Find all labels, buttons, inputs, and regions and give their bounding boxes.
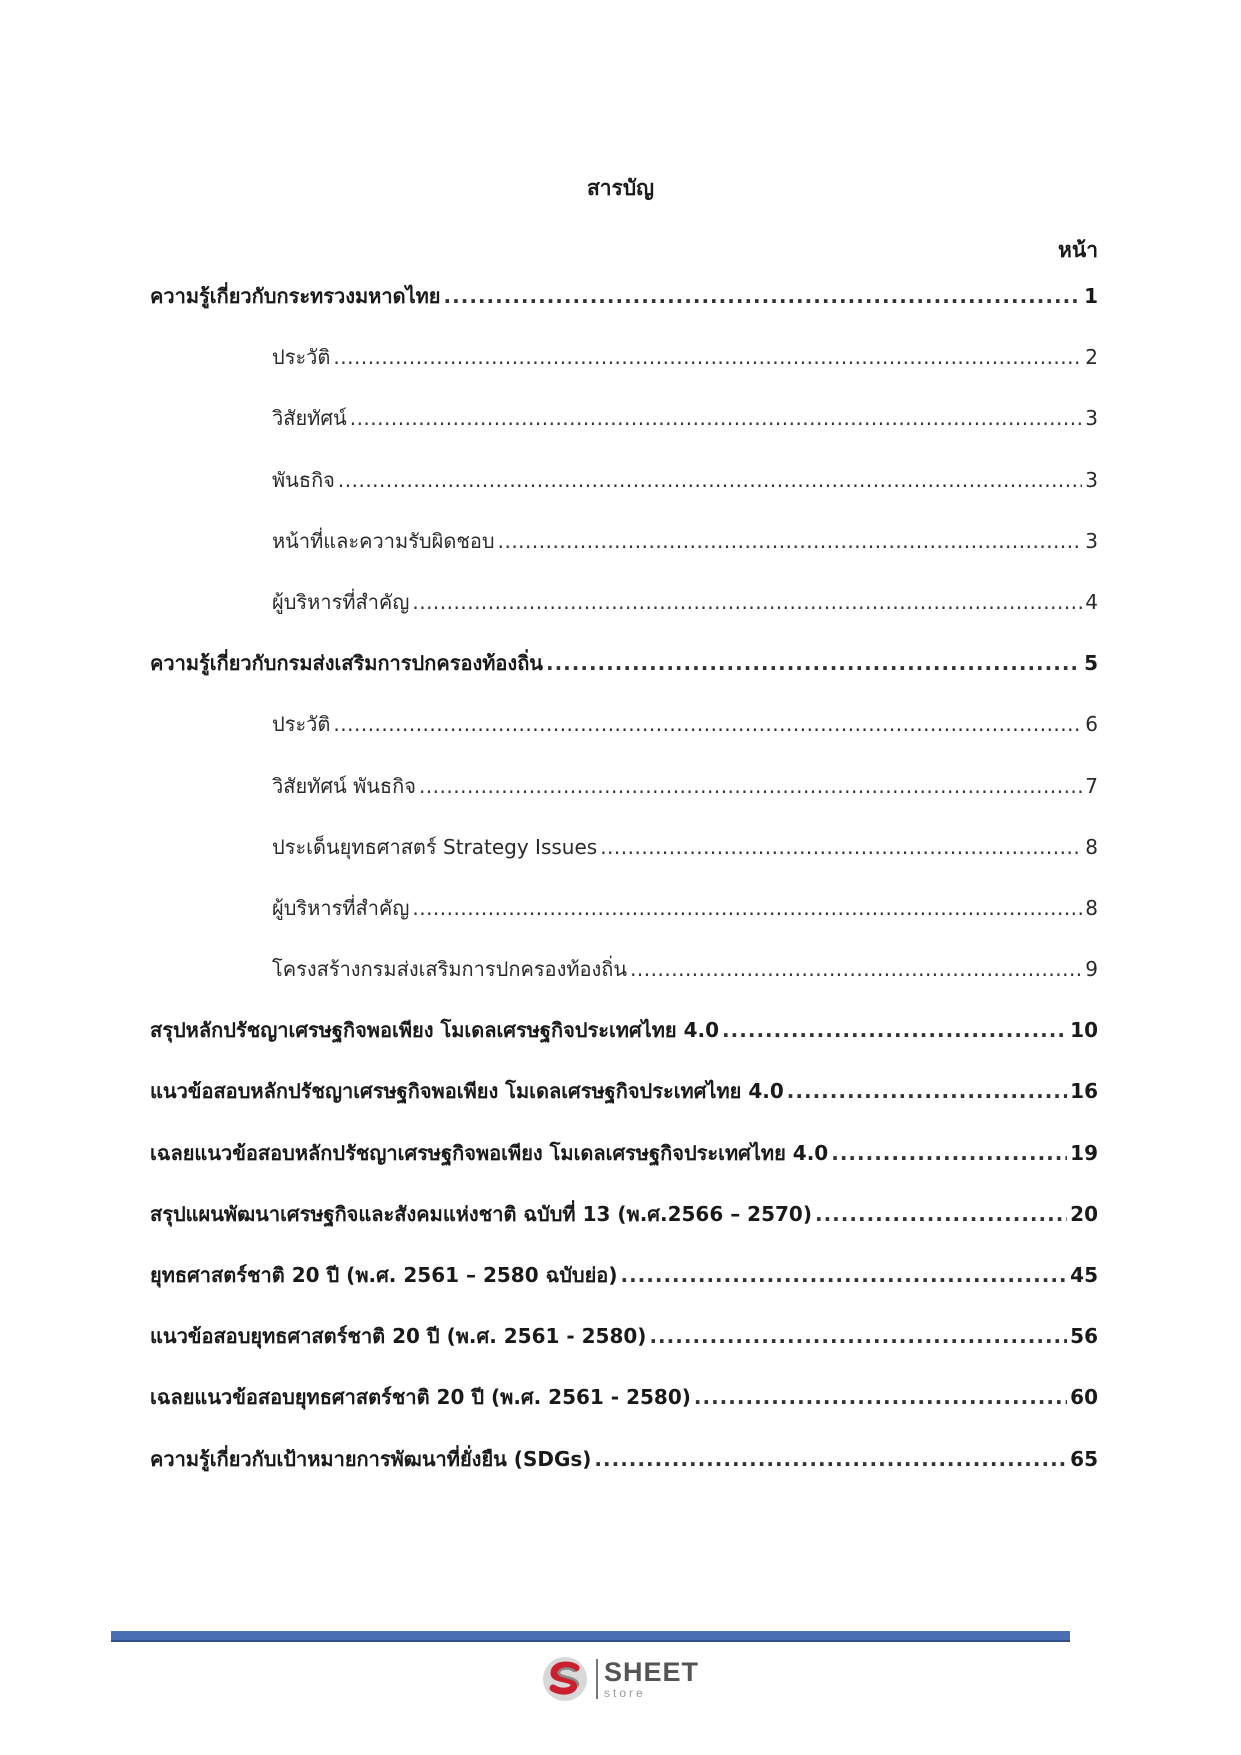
toc-entry[interactable] bbox=[150, 953, 1098, 1014]
toc-entry-page: 6 bbox=[1085, 712, 1098, 737]
dot-leader bbox=[620, 1263, 1067, 1287]
toc-entry-label: ผู้บริหารที่สำคัญ bbox=[272, 895, 410, 920]
toc-entry-page: 3 bbox=[1085, 467, 1098, 492]
dot-leader bbox=[412, 896, 1082, 920]
dot-leader bbox=[333, 712, 1082, 736]
toc-entry-page: 20 bbox=[1070, 1201, 1098, 1226]
dot-leader bbox=[350, 406, 1083, 430]
page-column-header: หน้า bbox=[1058, 238, 1098, 262]
toc-entry[interactable] bbox=[150, 586, 1098, 647]
dot-leader bbox=[600, 835, 1082, 859]
toc-entry[interactable] bbox=[150, 1198, 1098, 1259]
toc-entry-page: 3 bbox=[1085, 528, 1098, 553]
dot-leader bbox=[419, 774, 1082, 798]
toc-entry[interactable] bbox=[150, 341, 1098, 402]
toc-entry[interactable] bbox=[150, 1381, 1098, 1442]
toc-entry[interactable] bbox=[150, 770, 1098, 831]
dot-leader bbox=[722, 1018, 1067, 1042]
toc-entry-label: ความรู้เกี่ยวกับเป้าหมายการพัฒนาที่ยั่งยืน (SDGs) bbox=[150, 1446, 592, 1471]
toc-entry-page: 4 bbox=[1085, 589, 1098, 614]
toc-entry-label: เฉลยแนวข้อสอบหลักปรัชญาเศรษฐกิจพอเพียง โมเดลเศรษฐกิจประเทศไทย 4.0 bbox=[150, 1140, 829, 1165]
toc-entry[interactable] bbox=[150, 1075, 1098, 1136]
toc-entry[interactable] bbox=[150, 402, 1098, 463]
toc-entry[interactable] bbox=[150, 1137, 1098, 1198]
table-of-contents bbox=[150, 280, 1098, 1504]
dot-leader bbox=[787, 1079, 1067, 1103]
toc-entry-page: 1 bbox=[1084, 284, 1098, 308]
toc-entry-label: สรุปแผนพัฒนาเศรษฐกิจและสังคมแห่งชาติ ฉบับที่ 13 (พ.ศ.2566 – 2570) bbox=[150, 1201, 812, 1226]
toc-entry-label: ผู้บริหารที่สำคัญ bbox=[272, 589, 410, 614]
toc-entry-label: แนวข้อสอบหลักปรัชญาเศรษฐกิจพอเพียง โมเดลเศรษฐกิจประเทศไทย 4.0 bbox=[150, 1079, 784, 1104]
dot-leader bbox=[815, 1202, 1067, 1226]
logo-main-text: SHEET bbox=[604, 1657, 700, 1687]
toc-entry-page: 65 bbox=[1070, 1446, 1098, 1471]
toc-entry[interactable] bbox=[150, 1259, 1098, 1320]
toc-entry-label: ประวัติ bbox=[272, 345, 331, 370]
toc-entry-label: แนวข้อสอบยุทธศาสตร์ชาติ 20 ปี (พ.ศ. 2561 - 2580) bbox=[150, 1324, 647, 1349]
toc-entry-page: 8 bbox=[1085, 834, 1098, 859]
dot-leader bbox=[694, 1385, 1067, 1409]
toc-entry-page: 16 bbox=[1070, 1079, 1098, 1104]
toc-entry-label: เฉลยแนวข้อสอบยุทธศาสตร์ชาติ 20 ปี (พ.ศ. 2561 - 2580) bbox=[150, 1385, 691, 1410]
toc-entry-page: 10 bbox=[1070, 1018, 1098, 1043]
dot-leader bbox=[444, 284, 1082, 308]
toc-entry[interactable] bbox=[150, 708, 1098, 769]
toc-entry-label: วิสัยทัศน์ bbox=[272, 406, 347, 431]
toc-entry-page: 2 bbox=[1085, 345, 1098, 370]
toc-entry-label: ความรู้เกี่ยวกับกรมส่งเสริมการปกครองท้องถิ่น bbox=[150, 651, 543, 676]
toc-entry[interactable] bbox=[150, 1320, 1098, 1381]
dot-leader bbox=[546, 651, 1081, 675]
dot-leader bbox=[630, 957, 1082, 981]
toc-entry[interactable] bbox=[150, 1443, 1098, 1504]
toc-entry-page: 19 bbox=[1070, 1140, 1098, 1165]
dot-leader bbox=[412, 590, 1082, 614]
logo-separator bbox=[596, 1659, 598, 1699]
toc-entry[interactable] bbox=[150, 1014, 1098, 1075]
toc-entry-page: 9 bbox=[1085, 957, 1098, 982]
toc-entry-page: 45 bbox=[1070, 1263, 1098, 1287]
toc-entry-page: 60 bbox=[1070, 1385, 1098, 1410]
dot-leader bbox=[338, 468, 1082, 492]
toc-entry-label: ประวัติ bbox=[272, 712, 331, 737]
toc-entry-page: 56 bbox=[1070, 1324, 1098, 1349]
toc-entry-label: สรุปหลักปรัชญาเศรษฐกิจพอเพียง โมเดลเศรษฐกิจประเทศไทย 4.0 bbox=[150, 1018, 720, 1043]
toc-entry[interactable] bbox=[150, 464, 1098, 525]
dot-leader bbox=[594, 1447, 1067, 1471]
toc-entry-label: ความรู้เกี่ยวกับกระทรวงมหาดไทย bbox=[150, 284, 441, 308]
dot-leader bbox=[831, 1141, 1067, 1165]
toc-entry-page: 8 bbox=[1085, 895, 1098, 920]
logo-sub-text: store bbox=[604, 1686, 646, 1700]
toc-entry[interactable] bbox=[150, 525, 1098, 586]
dot-leader bbox=[498, 529, 1083, 553]
dot-leader bbox=[649, 1324, 1067, 1348]
toc-entry-label: โครงสร้างกรมส่งเสริมการปกครองท้องถิ่น bbox=[272, 957, 628, 982]
toc-entry-label: หน้าที่และความรับผิดชอบ bbox=[272, 528, 495, 553]
toc-entry[interactable] bbox=[150, 892, 1098, 953]
footer-logo bbox=[540, 1654, 699, 1704]
toc-entry-label: ประเด็นยุทธศาสตร์ Strategy Issues bbox=[272, 834, 598, 859]
page-title: สารบัญ bbox=[586, 176, 655, 200]
logo-wordmark bbox=[604, 1659, 699, 1699]
toc-entry[interactable] bbox=[150, 831, 1098, 892]
toc-entry-page: 7 bbox=[1085, 773, 1098, 798]
sheetstore-s-logo-icon bbox=[540, 1654, 590, 1704]
dot-leader bbox=[333, 345, 1082, 369]
toc-entry-label: พันธกิจ bbox=[272, 467, 335, 492]
toc-entry-label: วิสัยทัศน์ พันธกิจ bbox=[272, 773, 416, 798]
toc-entry-label: ยุทธศาสตร์ชาติ 20 ปี (พ.ศ. 2561 – 2580 ฉบับย่อ) bbox=[150, 1263, 618, 1287]
toc-entry-page: 5 bbox=[1084, 651, 1098, 676]
footer-rule bbox=[111, 1631, 1070, 1642]
toc-entry-page: 3 bbox=[1085, 406, 1098, 431]
toc-entry[interactable] bbox=[150, 647, 1098, 708]
toc-entry[interactable] bbox=[150, 280, 1098, 341]
